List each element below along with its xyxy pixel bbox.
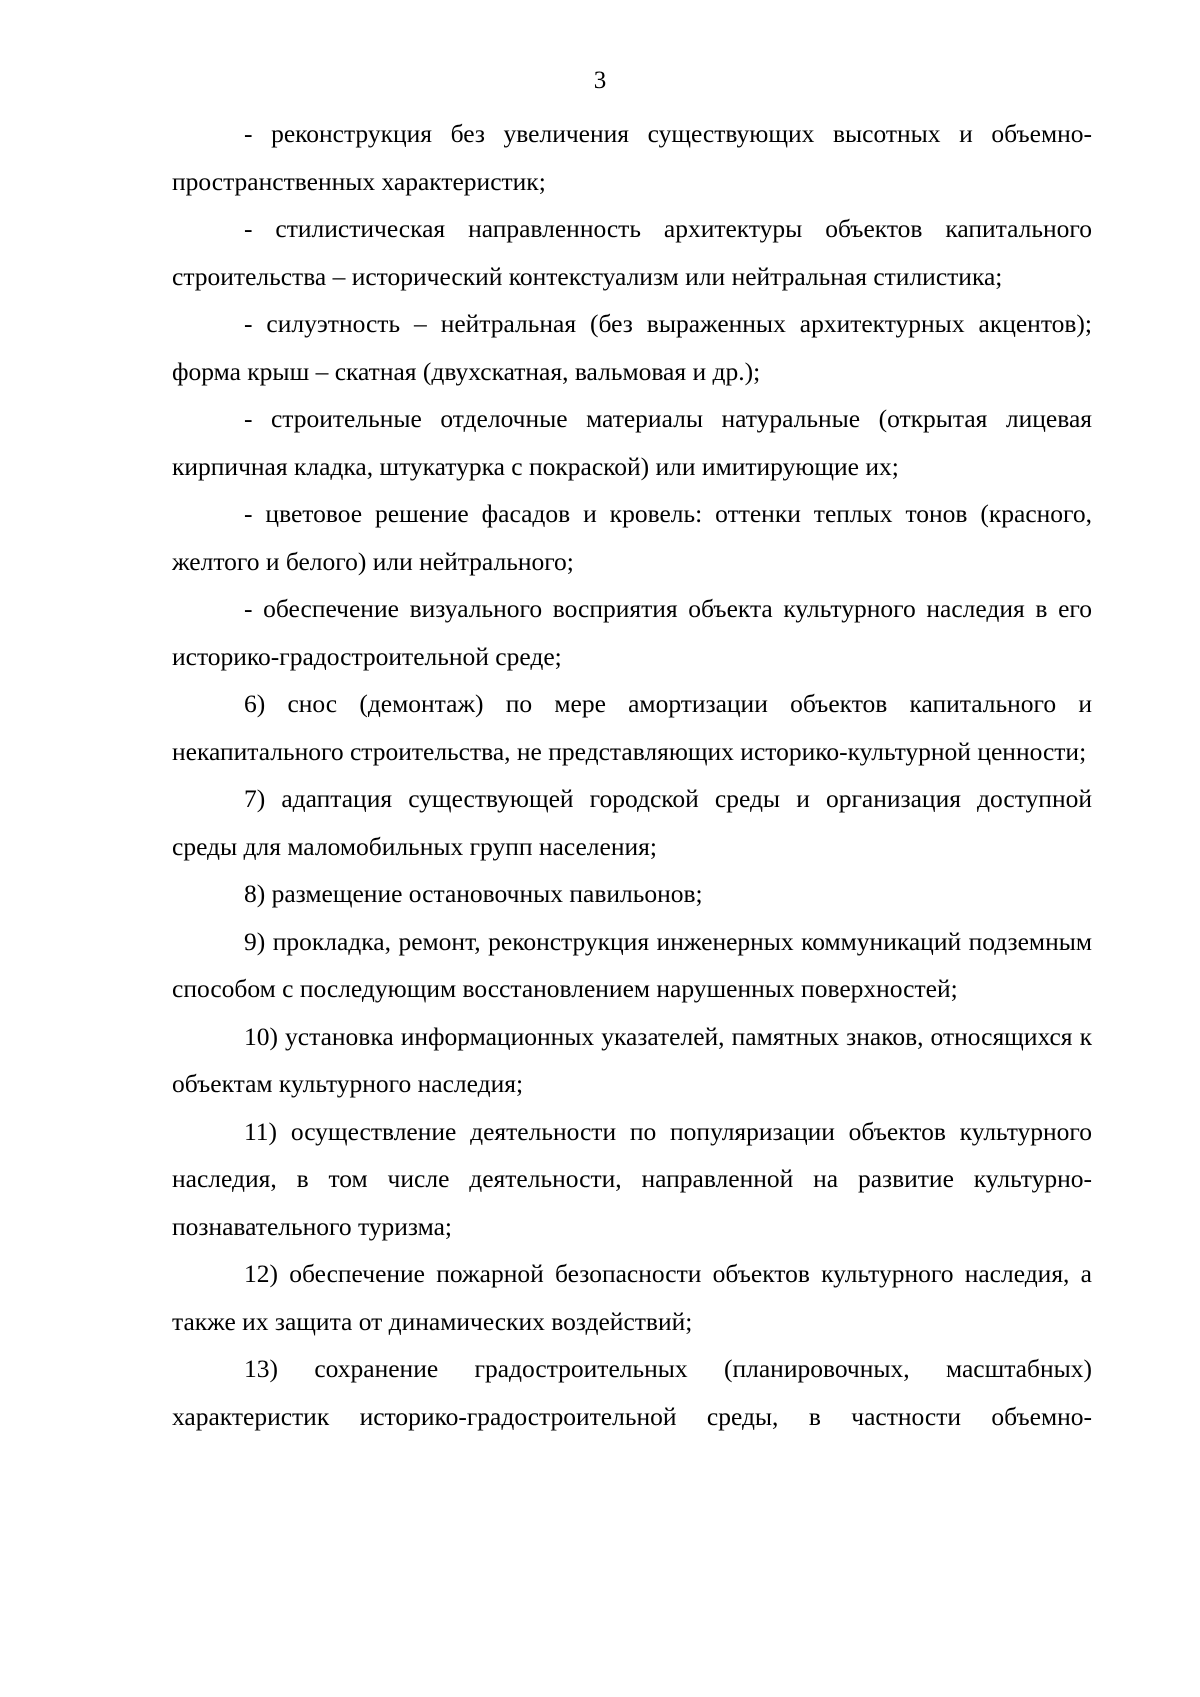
- paragraph-visual-perception: - обеспечение визуального восприятия объекта культурного наследия в его историко-градостроительной среде;: [172, 594, 1092, 671]
- paragraph-item-12: 12) обеспечение пожарной безопасности объектов культурного наследия, а также их защита от динамических воздействий;: [172, 1259, 1092, 1336]
- paragraph-item-8: 8) размещение остановочных павильонов;: [244, 879, 703, 908]
- paragraph-silhouette: - силуэтность – нейтральная (без выраженных архитектурных акцентов); форма крыш – скатная (двухскатная, вальмовая и др.);: [172, 309, 1092, 386]
- paragraph-item-6: 6) снос (демонтаж) по мере амортизации объектов капитального и некапитального строительства, не представляющих историко-культурной ценности;: [172, 689, 1092, 766]
- paragraph-color-solution: - цветовое решение фасадов и кровель: оттенки теплых тонов (красного, желтого и белого) или нейтрального;: [172, 499, 1092, 576]
- paragraph-reconstruction: - реконструкция без увеличения существующих высотных и объемно-пространственных характеристик;: [172, 119, 1092, 196]
- paragraph-stylistic-direction: - стилистическая направленность архитектуры объектов капитального строительства – исторический контекстуализм или нейтральная стилистика;: [172, 214, 1092, 291]
- paragraph-item-7: 7) адаптация существующей городской среды и организация доступной среды для маломобильных групп населения;: [172, 784, 1092, 861]
- page-number: 3: [593, 67, 607, 94]
- paragraph-item-10: 10) установка информационных указателей, памятных знаков, относящихся к объектам культурного наследия;: [172, 1021, 1092, 1098]
- paragraph-item-9: 9) прокладка, ремонт, реконструкция инженерных коммуникаций подземным способом с последующим восстановлением нарушенных поверхностей;: [172, 926, 1092, 1003]
- paragraph-item-13: 13) сохранение градостроительных (планировочных, масштабных) характеристик историко-градостроительной среды, в частности объемно-: [172, 1354, 1092, 1431]
- document-body: [172, 110, 1092, 1440]
- paragraph-item-11: 11) осуществление деятельности по популяризации объектов культурного наследия, в том числе деятельности, направленной на развитие культурно-познавательного туризма;: [172, 1116, 1092, 1241]
- paragraph-finishing-materials: - строительные отделочные материалы натуральные (открытая лицевая кирпичная кладка, штукатурка с покраской) или имитирующие их;: [172, 404, 1092, 481]
